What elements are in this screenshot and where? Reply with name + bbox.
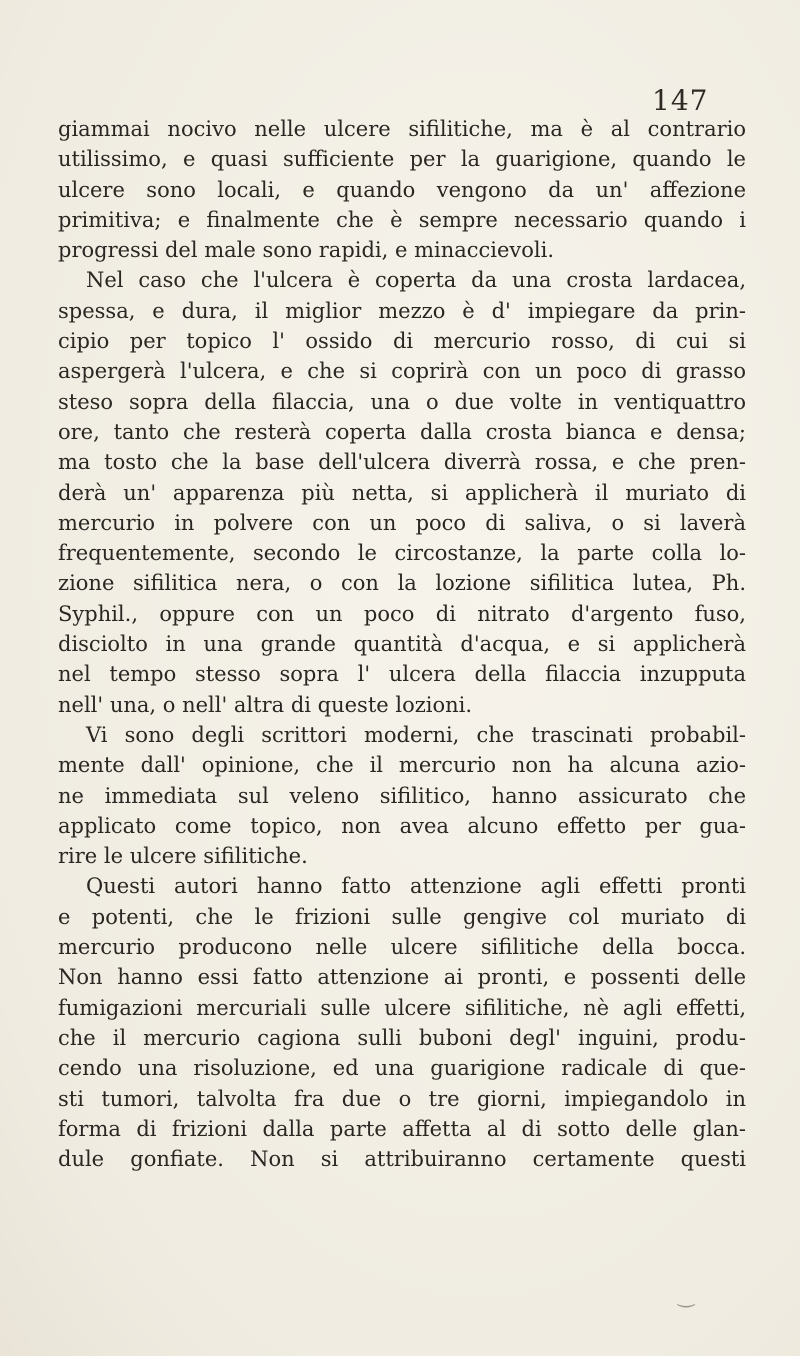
text-line: ore, tanto che resterà coperta dalla crosta bianca e densa; (58, 419, 746, 444)
text-line: Questi autori hanno fatto attenzione agli effetti pronti (86, 874, 746, 899)
text-line: nel tempo stesso sopra l' ulcera della filaccia inzupputa (58, 662, 746, 687)
text-line: nell' una, o nell' altra di queste lozioni. (58, 692, 473, 717)
text-line: giammai nocivo nelle ulcere sifilitiche, ma è al contrario (58, 117, 746, 141)
paragraph (58, 720, 746, 871)
text-line: ma tosto che la base dell'ulcera diverrà rossa, e che pren- (58, 450, 746, 475)
text-line: applicato come topico, non avea alcuno effetto per gua- (58, 813, 746, 838)
text-line: che il mercurio cagiona sulli buboni degl' inguini, produ- (58, 1025, 746, 1050)
text-line: mercurio in polvere con un poco di saliva, o si laverà (58, 510, 746, 535)
text-line: sti tumori, talvolta fra due o tre giorni, impiegandolo in (58, 1086, 746, 1111)
text-line: primitiva; e finalmente che è sempre necessario quando i (58, 207, 746, 232)
paragraph (58, 265, 746, 719)
text-line: dule gonfiate. Non si attribuiranno certamente questi (58, 1147, 746, 1172)
text-line: rire le ulcere sifilitiche. (58, 844, 308, 869)
text-line: frequentemente, secondo le circostanze, la parte colla lo- (58, 541, 746, 566)
page-number: 147 (652, 84, 709, 117)
text-line: Syphil., oppure con un poco di nitrato d'argento fuso, (58, 601, 746, 626)
text-line: mente dall' opinione, che il mercurio non ha alcuna azio- (58, 753, 746, 778)
text-line: ne immediata sul veleno sifilitico, hanno assicurato che (58, 783, 746, 808)
text-line: Nel caso che l'ulcera è coperta da una crosta lardacea, (86, 268, 746, 293)
text-line: steso sopra della filaccia, una o due volte in ventiquattro (58, 389, 746, 414)
text-line: utilissimo, e quasi sufficiente per la guarigione, quando le (58, 147, 746, 172)
text-line: cipio per topico l' ossido di mercurio rosso, di cui si (58, 329, 746, 354)
body-text (58, 114, 746, 1174)
text-line: zione sifilitica nera, o con la lozione sifilitica lutea, Ph. (58, 571, 746, 596)
text-line: disciolto in una grande quantità d'acqua, e si applicherà (58, 632, 746, 657)
text-line: mercurio producono nelle ulcere sifilitiche della bocca. (58, 935, 746, 960)
text-line: fumigazioni mercuriali sulle ulcere sifilitiche, nè agli effetti, (58, 995, 746, 1020)
text-line: spessa, e dura, il miglior mezzo è d' impiegare da prin- (58, 298, 746, 323)
paragraph (58, 871, 746, 1174)
text-line: aspergerà l'ulcera, e che si coprirà con un poco di grasso (58, 359, 746, 384)
paragraph (58, 114, 746, 265)
printer-mark: ‿ (678, 1284, 695, 1308)
text-line: derà un' apparenza più netta, si applicherà il muriato di (58, 480, 746, 505)
text-line: Non hanno essi fatto attenzione ai pronti, e possenti delle (58, 965, 746, 990)
text-line: Vi sono degli scrittori moderni, che trascinati probabil- (86, 722, 746, 747)
text-line: forma di frizioni dalla parte affetta al di sotto delle glan- (58, 1116, 746, 1141)
text-line: cendo una risoluzione, ed una guarigione radicale di que- (58, 1056, 746, 1081)
text-line: progressi del male sono rapidi, e minaccievoli. (58, 238, 555, 263)
text-line: e potenti, che le frizioni sulle gengive col muriato di (58, 904, 746, 929)
text-line: ulcere sono locali, e quando vengono da un' affezione (58, 177, 746, 202)
